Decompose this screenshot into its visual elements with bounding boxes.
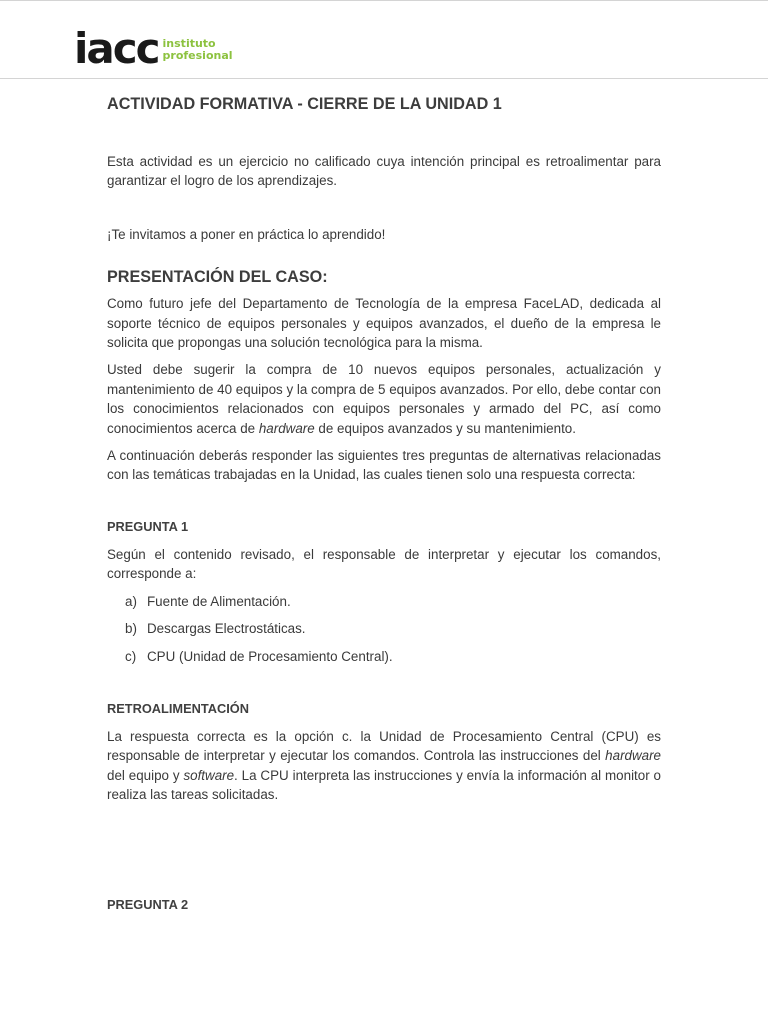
option-key: a)	[125, 593, 137, 609]
page-title: ACTIVIDAD FORMATIVA - CIERRE DE LA UNIDAD 1	[107, 95, 502, 113]
option-text: CPU (Unidad de Procesamiento Central).	[147, 648, 393, 664]
option-a	[107, 592, 661, 611]
document-body	[107, 93, 661, 914]
page-header	[0, 0, 768, 79]
case-p2-emphasis: hardware	[258, 420, 315, 436]
question-1-options	[107, 592, 661, 666]
case-p2-text-a: Usted debe sugerir la compra de 10 nuevos equipos personales, actualización y mantenimiento de 40 equipos y la compra de 5 equipos avanzados. Por ello, debe contar con los conocimientos relacionados con equipos personales y armado del PC, así como conocimientos acerca de	[107, 362, 661, 436]
option-b	[107, 619, 661, 638]
option-c	[107, 647, 661, 666]
feedback-text-1: La respuesta correcta es la opción c. la Unidad de Procesamiento Central (CPU) es responsable de interpretar y ejecutar los comandos. Controla las instrucciones del	[107, 728, 661, 764]
case-paragraph-2	[107, 360, 661, 438]
question-1-text: Según el contenido revisado, el responsable de interpretar y ejecutar los comandos, corresponde a:	[107, 546, 661, 582]
logo-subtitle	[163, 38, 233, 66]
case-p2-text-b: de equipos avanzados y su mantenimiento.	[314, 420, 576, 436]
feedback-emphasis-2: software	[183, 767, 235, 783]
option-key: c)	[125, 648, 137, 664]
logo-sub-line2: profesional	[162, 49, 233, 62]
logo-sub-line1: instituto	[162, 37, 216, 50]
logo-mark: iacc	[74, 24, 159, 73]
case-paragraph-1: Como futuro jefe del Departamento de Tecnología de la empresa FaceLAD, dedicada al soporte técnico de equipos personales y equipos avanzados, el dueño de la empresa le solicita que propongas una solución tecnológica para la misma.	[107, 296, 661, 351]
feedback-label: RETROALIMENTACIÓN	[107, 700, 249, 716]
case-heading: PRESENTACIÓN DEL CASO:	[107, 268, 328, 287]
feedback-text-2: del equipo y	[107, 767, 184, 783]
case-paragraph-3: A continuación deberás responder las siguientes tres preguntas de alternativas relacionadas con las temáticas trabajadas en la Unidad, las cuales tienen solo una respuesta correcta:	[107, 448, 661, 483]
invite-paragraph: ¡Te invitamos a poner en práctica lo aprendido!	[107, 226, 386, 242]
question-2-label: PREGUNTA 2	[107, 896, 189, 912]
option-text: Fuente de Alimentación.	[147, 593, 291, 609]
option-key: b)	[125, 621, 137, 637]
feedback-paragraph	[107, 727, 661, 805]
iacc-logo	[74, 24, 233, 73]
option-text: Descargas Electrostáticas.	[147, 621, 306, 637]
question-1-label: PREGUNTA 1	[107, 518, 189, 534]
feedback-emphasis-1: hardware	[605, 748, 661, 764]
feedback-text-3: . La CPU interpreta las instrucciones y envía la información al monitor o realiza las tareas solicitadas.	[107, 767, 661, 803]
intro-paragraph: Esta actividad es un ejercicio no calificado cuya intención principal es retroalimentar para garantizar el logro de los aprendizajes.	[107, 154, 661, 189]
